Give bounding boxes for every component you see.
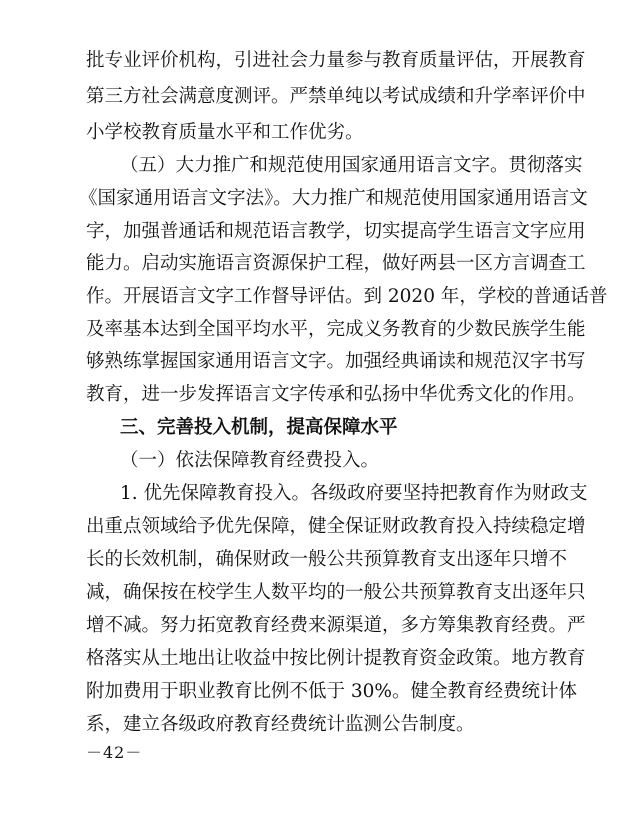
paragraph-line: 作。开展语言文字工作督导评估。到 2020 年，学校的普通话普 — [86, 286, 608, 307]
page-number: －42－ — [86, 743, 143, 762]
paragraph-line: 能力。启动实施语言资源保护工程，做好两县一区方言调查工 — [86, 253, 586, 274]
paragraph-line: 增不减。努力拓宽教育经费来源渠道，多方筹集教育经费。严 — [86, 615, 586, 636]
paragraph-line: 够熟练掌握国家通用语言文字。加强经典诵读和规范汉字书写 — [86, 351, 586, 372]
subsection-heading: （一）依法保障教育经费投入。 — [120, 450, 380, 471]
section-heading-line: （五）大力推广和规范使用国家通用语言文字。贯彻落实 — [120, 155, 583, 176]
paragraph-line: 1. 优先保障教育投入。各级政府要坚持把教育作为财政支 — [120, 483, 588, 504]
paragraph-line: 及率基本达到全国平均水平，完成义务教育的少数民族学生能 — [86, 319, 586, 340]
paragraph-line: 小学校教育质量水平和工作优劣。 — [86, 122, 364, 143]
paragraph-line: 字，加强普通话和规范语言教学，切实提高学生语言文字应用 — [86, 221, 586, 242]
paragraph-line: 教育，进一步发挥语言文字传承和弘扬中华优秀文化的作用。 — [86, 384, 586, 405]
paragraph-line: 第三方社会满意度测评。严禁单纯以考试成绩和升学率评价中 — [86, 86, 586, 107]
chapter-heading: 三、完善投入机制，提高保障水平 — [120, 417, 398, 438]
paragraph-line: 出重点领域给予优先保障，健全保证财政教育投入持续稳定增 — [86, 516, 586, 537]
paragraph-line: 批专业评价机构，引进社会力量参与教育质量评估，开展教育 — [86, 50, 586, 71]
paragraph-line: 系，建立各级政府教育经费统计监测公告制度。 — [86, 714, 475, 735]
paragraph-line: 长的长效机制，确保财政一般公共预算教育支出逐年只增不 — [86, 549, 568, 570]
paragraph-line: 《国家通用语言文字法》。大力推广和规范使用国家通用语言文 — [79, 188, 588, 209]
paragraph-line: 减，确保按在校学生人数平均的一般公共预算教育支出逐年只 — [86, 582, 586, 603]
paragraph-line: 附加费用于职业教育比例不低于 30%。健全教育经费统计体 — [86, 681, 578, 702]
paragraph-line: 格落实从土地出让收益中按比例计提教育资金政策。地方教育 — [86, 648, 586, 669]
